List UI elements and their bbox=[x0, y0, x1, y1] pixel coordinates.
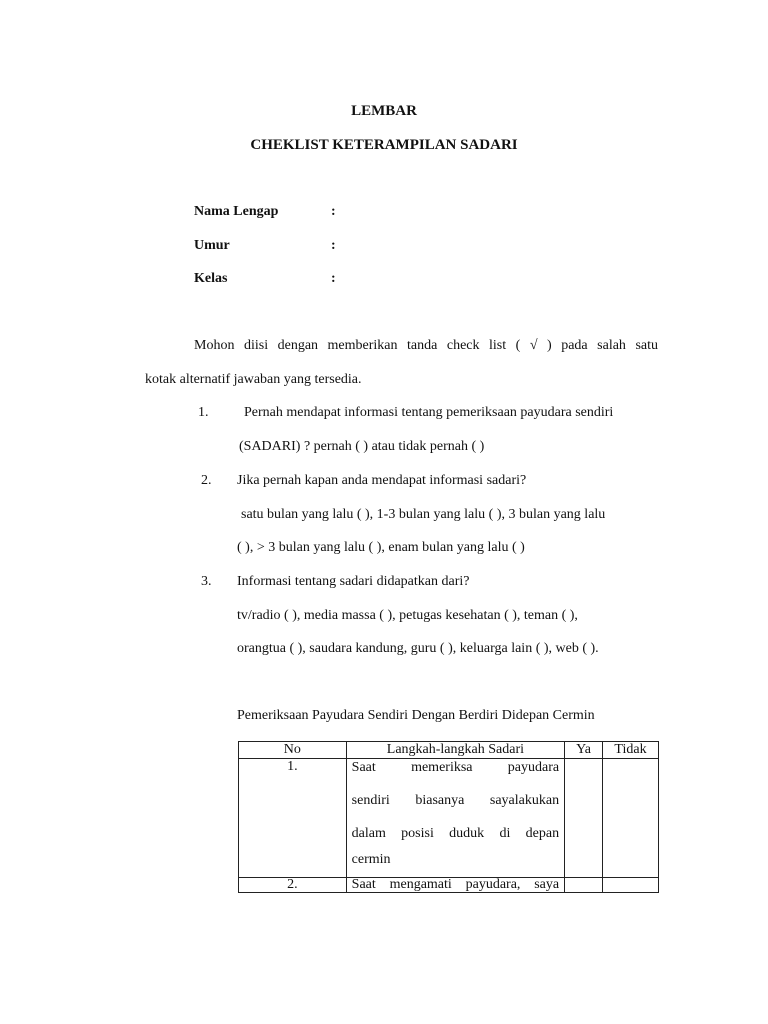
row-1-step-line: sendiri biasanya sayalakukan bbox=[351, 793, 560, 808]
instruction-line-2: kotak alternatif jawaban yang tersedia. bbox=[145, 372, 362, 387]
table-row bbox=[239, 878, 659, 893]
header-ya: Ya bbox=[565, 742, 603, 759]
header-no: No bbox=[239, 742, 347, 759]
field-label-kelas: Kelas bbox=[194, 271, 228, 286]
field-label-umur: Umur bbox=[194, 238, 230, 253]
question-3-text: Informasi tentang sadari didapatkan dari? bbox=[237, 574, 470, 589]
header-tidak: Tidak bbox=[603, 742, 659, 759]
question-3-options-a: tv/radio ( ), media massa ( ), petugas kesehatan ( ), teman ( ), bbox=[237, 608, 578, 623]
title-checklist: CHEKLIST KETERAMPILAN SADARI bbox=[250, 137, 518, 153]
row-1-ya-cell[interactable] bbox=[565, 759, 603, 878]
row-1-step bbox=[346, 759, 564, 878]
question-2-text: Jika pernah kapan anda mendapat informasi sadari? bbox=[237, 473, 527, 488]
row-1-step-line: Saat memeriksa payudara bbox=[351, 760, 560, 775]
question-2-options-a: satu bulan yang lalu ( ), 1-3 bulan yang lalu ( ), 3 bulan yang lalu bbox=[241, 507, 606, 522]
row-2-step-line: Saat mengamati payudara, saya bbox=[351, 877, 560, 892]
question-1-options: (SADARI) ? pernah ( ) atau tidak pernah ( ) bbox=[239, 439, 485, 454]
row-2-tidak-cell[interactable] bbox=[603, 878, 659, 893]
row-1-tidak-cell[interactable] bbox=[603, 759, 659, 878]
row-1-step-line: dalam posisi duduk di depan bbox=[351, 826, 560, 841]
row-2-number: 2. bbox=[239, 878, 347, 893]
row-2-ya-cell[interactable] bbox=[565, 878, 603, 893]
checklist-table bbox=[238, 741, 659, 893]
table-caption: Pemeriksaan Payudara Sendiri Dengan Berdiri Didepan Cermin bbox=[237, 708, 595, 723]
row-1-step-line: cermin bbox=[351, 852, 391, 867]
field-colon-nama: : bbox=[331, 204, 336, 219]
row-1-number: 1. bbox=[239, 759, 347, 878]
question-1-text: Pernah mendapat informasi tentang pemeriksaan payudara sendiri bbox=[244, 405, 614, 420]
row-2-step bbox=[346, 878, 564, 893]
question-2-options-b: ( ), > 3 bulan yang lalu ( ), enam bulan yang lalu ( ) bbox=[237, 540, 525, 555]
question-1-number: 1. bbox=[198, 405, 209, 420]
header-steps: Langkah-langkah Sadari bbox=[346, 742, 564, 759]
instruction-line-1: Mohon diisi dengan memberikan tanda check list ( √ ) pada salah satu bbox=[194, 338, 658, 353]
question-2-number: 2. bbox=[201, 473, 212, 488]
question-3-options-b: orangtua ( ), saudara kandung, guru ( ), keluarga lain ( ), web ( ). bbox=[237, 641, 599, 656]
field-label-nama: Nama Lengap bbox=[194, 204, 279, 219]
question-3-number: 3. bbox=[201, 574, 212, 589]
field-colon-umur: : bbox=[331, 238, 336, 253]
title-lembar: LEMBAR bbox=[351, 103, 417, 119]
field-colon-kelas: : bbox=[331, 271, 336, 286]
table-row bbox=[239, 759, 659, 878]
